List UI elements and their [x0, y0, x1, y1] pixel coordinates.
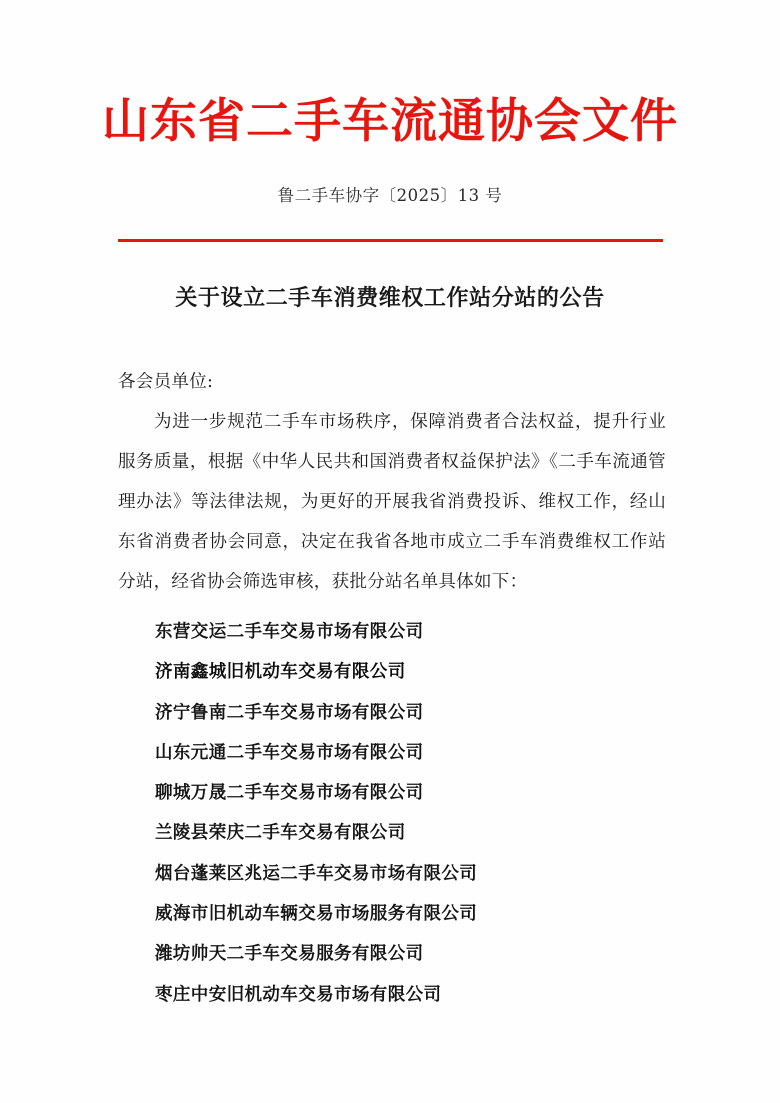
- station-list-item: 烟台蓬莱区兆运二手车交易市场有限公司: [155, 863, 478, 884]
- station-list-item: 东营交运二手车交易市场有限公司: [155, 622, 424, 642]
- station-list-item: 山东元通二手车交易市场有限公司: [155, 742, 424, 763]
- station-list-item: 济南鑫城旧机动车交易有限公司: [155, 662, 406, 683]
- body-paragraph: 为进一步规范二手车市场秩序，保障消费者合法权益，提升行业服务质量，根据《中华人民共和国消费者权益保护法》《二手车流通管理办法》等法律法规，为更好的开展我省消费投诉、维权工作，经山东省消费者协会同意，决定在我省各地市成立二手车消费维权工作站分站，经省协会筛选审核，获批分站名单具体如下：: [118, 412, 666, 592]
- station-list-item: 聊城万晟二手车交易市场有限公司: [155, 783, 424, 804]
- salutation: 各会员单位:: [118, 372, 214, 392]
- station-list-item: 枣庄中安旧机动车交易市场有限公司: [155, 984, 442, 1005]
- station-list-item: 威海市旧机动车辆交易市场服务有限公司: [155, 904, 478, 925]
- station-list-item: 潍坊帅天二手车交易服务有限公司: [155, 944, 424, 965]
- station-list-item: 济宁鲁南二手车交易市场有限公司: [155, 702, 424, 723]
- red-divider-rule: [118, 239, 663, 242]
- station-list: [155, 612, 675, 1015]
- body-block: [118, 362, 666, 602]
- document-subtitle: 关于设立二手车消费维权工作站分站的公告: [175, 285, 605, 311]
- document-number: 鲁二手车协字〔2025〕13 号: [277, 186, 503, 205]
- document-title: 山东省二手车流通协会文件: [102, 94, 678, 149]
- station-list-item: 兰陵县荣庆二手车交易有限公司: [155, 823, 406, 844]
